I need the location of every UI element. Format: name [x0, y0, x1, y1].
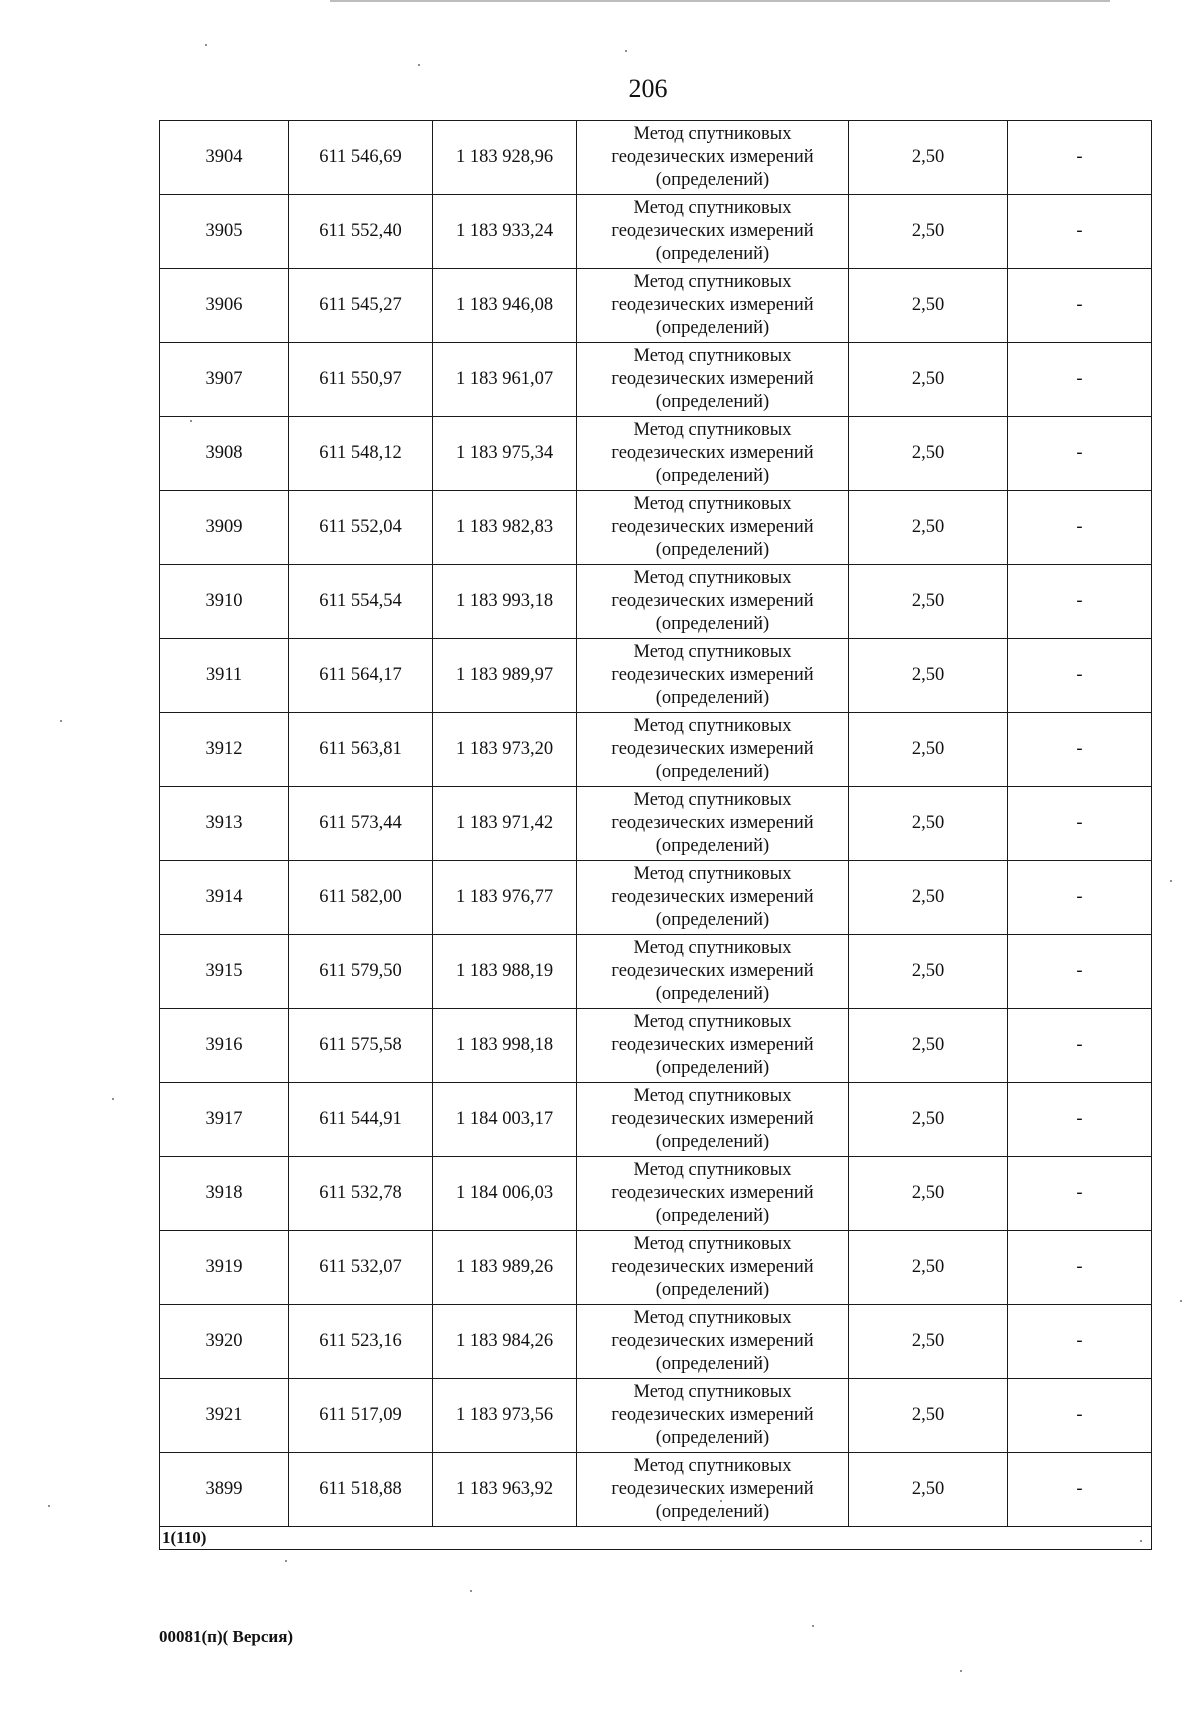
extra-cell: -: [1008, 639, 1152, 713]
extra-cell: -: [1008, 861, 1152, 935]
point-id-cell: 3905: [160, 195, 289, 269]
point-id-cell: 3921: [160, 1379, 289, 1453]
point-id-cell: 3920: [160, 1305, 289, 1379]
scan-speck: [625, 50, 627, 52]
method-line: (определений): [655, 1502, 770, 1522]
scan-top-edge-line: [330, 0, 1110, 2]
y-coordinate-cell: 1 183 993,18: [433, 565, 577, 639]
y-coordinate-cell: 1 184 003,17: [433, 1083, 577, 1157]
scan-speck: [112, 1098, 114, 1100]
precision-cell: 2,50: [849, 1305, 1008, 1379]
method-cell: [577, 121, 849, 195]
method-line: геодезических измерений: [611, 1257, 814, 1277]
method-line: Метод спутниковых: [633, 1012, 792, 1032]
method-line: (определений): [655, 1354, 770, 1374]
scan-speck: [418, 64, 420, 66]
method-cell: [577, 1231, 849, 1305]
point-id-cell: 3911: [160, 639, 289, 713]
method-cell: [577, 343, 849, 417]
table-row: [160, 713, 1152, 787]
method-line: Метод спутниковых: [633, 494, 792, 514]
method-line: (определений): [655, 984, 770, 1004]
extra-cell: -: [1008, 417, 1152, 491]
coordinates-table-body: [160, 121, 1152, 1550]
x-coordinate-cell: 611 523,16: [289, 1305, 433, 1379]
scan-speck: [205, 44, 207, 46]
y-coordinate-cell: 1 183 973,20: [433, 713, 577, 787]
method-line: геодезических измерений: [611, 1183, 814, 1203]
coordinates-table: [159, 120, 1152, 1550]
precision-cell: 2,50: [849, 121, 1008, 195]
method-line: Метод спутниковых: [633, 790, 792, 810]
table-footer-row: [160, 1527, 1152, 1550]
method-line: (определений): [655, 466, 770, 486]
y-coordinate-cell: 1 183 961,07: [433, 343, 577, 417]
method-line: геодезических измерений: [611, 147, 814, 167]
precision-cell: 2,50: [849, 1157, 1008, 1231]
precision-cell: 2,50: [849, 417, 1008, 491]
method-line: Метод спутниковых: [633, 1382, 792, 1402]
precision-cell: 2,50: [849, 713, 1008, 787]
method-line: геодезических измерений: [611, 369, 814, 389]
table-row: [160, 121, 1152, 195]
precision-cell: 2,50: [849, 1231, 1008, 1305]
point-id-cell: 3914: [160, 861, 289, 935]
extra-cell: -: [1008, 121, 1152, 195]
y-coordinate-cell: 1 183 984,26: [433, 1305, 577, 1379]
table-row: [160, 1009, 1152, 1083]
precision-cell: 2,50: [849, 935, 1008, 1009]
method-line: (определений): [655, 614, 770, 634]
point-id-cell: 3918: [160, 1157, 289, 1231]
x-coordinate-cell: 611 532,78: [289, 1157, 433, 1231]
table-row: [160, 195, 1152, 269]
y-coordinate-cell: 1 183 975,34: [433, 417, 577, 491]
x-coordinate-cell: 611 563,81: [289, 713, 433, 787]
y-coordinate-cell: 1 183 998,18: [433, 1009, 577, 1083]
precision-cell: 2,50: [849, 269, 1008, 343]
x-coordinate-cell: 611 532,07: [289, 1231, 433, 1305]
method-line: (определений): [655, 1132, 770, 1152]
point-id-cell: 3910: [160, 565, 289, 639]
scan-speck: [190, 420, 192, 422]
method-cell: [577, 861, 849, 935]
table-row: [160, 565, 1152, 639]
table-row: [160, 861, 1152, 935]
method-line: Метод спутниковых: [633, 1308, 792, 1328]
precision-cell: 2,50: [849, 565, 1008, 639]
extra-cell: -: [1008, 1157, 1152, 1231]
method-line: геодезических измерений: [611, 1331, 814, 1351]
extra-cell: -: [1008, 935, 1152, 1009]
method-line: геодезических измерений: [611, 1479, 814, 1499]
method-line: Метод спутниковых: [633, 1234, 792, 1254]
scan-speck: [960, 1670, 962, 1672]
method-line: (определений): [655, 910, 770, 930]
method-line: (определений): [655, 540, 770, 560]
method-line: (определений): [655, 762, 770, 782]
point-id-cell: 3907: [160, 343, 289, 417]
point-id-cell: 3919: [160, 1231, 289, 1305]
table-row: [160, 1083, 1152, 1157]
y-coordinate-cell: 1 183 946,08: [433, 269, 577, 343]
x-coordinate-cell: 611 582,00: [289, 861, 433, 935]
extra-cell: -: [1008, 1379, 1152, 1453]
precision-cell: 2,50: [849, 491, 1008, 565]
point-id-cell: 3917: [160, 1083, 289, 1157]
table-row: [160, 639, 1152, 713]
point-id-cell: 3906: [160, 269, 289, 343]
scan-speck: [720, 1500, 722, 1502]
scan-speck: [285, 1560, 287, 1562]
x-coordinate-cell: 611 579,50: [289, 935, 433, 1009]
method-cell: [577, 417, 849, 491]
table-row: [160, 343, 1152, 417]
method-cell: [577, 639, 849, 713]
method-cell: [577, 713, 849, 787]
method-cell: [577, 1157, 849, 1231]
x-coordinate-cell: 611 554,54: [289, 565, 433, 639]
method-line: Метод спутниковых: [633, 124, 792, 144]
method-cell: [577, 1453, 849, 1527]
precision-cell: 2,50: [849, 861, 1008, 935]
method-line: Метод спутниковых: [633, 198, 792, 218]
table-row: [160, 269, 1152, 343]
method-line: геодезических измерений: [611, 739, 814, 759]
extra-cell: -: [1008, 1453, 1152, 1527]
y-coordinate-cell: 1 184 006,03: [433, 1157, 577, 1231]
precision-cell: 2,50: [849, 1083, 1008, 1157]
method-line: геодезических измерений: [611, 591, 814, 611]
x-coordinate-cell: 611 573,44: [289, 787, 433, 861]
extra-cell: -: [1008, 195, 1152, 269]
y-coordinate-cell: 1 183 973,56: [433, 1379, 577, 1453]
precision-cell: 2,50: [849, 1379, 1008, 1453]
x-coordinate-cell: 611 552,40: [289, 195, 433, 269]
y-coordinate-cell: 1 183 971,42: [433, 787, 577, 861]
method-cell: [577, 787, 849, 861]
point-id-cell: 3899: [160, 1453, 289, 1527]
table-row: [160, 935, 1152, 1009]
table-row: [160, 491, 1152, 565]
scan-speck: [470, 1590, 472, 1592]
method-cell: [577, 1379, 849, 1453]
point-id-cell: 3909: [160, 491, 289, 565]
method-line: Метод спутниковых: [633, 864, 792, 884]
x-coordinate-cell: 611 550,97: [289, 343, 433, 417]
x-coordinate-cell: 611 564,17: [289, 639, 433, 713]
y-coordinate-cell: 1 183 933,24: [433, 195, 577, 269]
y-coordinate-cell: 1 183 988,19: [433, 935, 577, 1009]
method-line: геодезических измерений: [611, 1109, 814, 1129]
point-id-cell: 3912: [160, 713, 289, 787]
y-coordinate-cell: 1 183 963,92: [433, 1453, 577, 1527]
method-line: Метод спутниковых: [633, 1456, 792, 1476]
method-line: (определений): [655, 1428, 770, 1448]
precision-cell: 2,50: [849, 787, 1008, 861]
scan-speck: [1170, 880, 1172, 882]
method-line: Метод спутниковых: [633, 1160, 792, 1180]
document-version: 00081(п)( Версия): [159, 1627, 294, 1646]
method-line: (определений): [655, 392, 770, 412]
y-coordinate-cell: 1 183 989,26: [433, 1231, 577, 1305]
extra-cell: -: [1008, 713, 1152, 787]
method-line: (определений): [655, 1206, 770, 1226]
method-line: геодезических измерений: [611, 517, 814, 537]
x-coordinate-cell: 611 545,27: [289, 269, 433, 343]
point-id-cell: 3908: [160, 417, 289, 491]
method-line: Метод спутниковых: [633, 938, 792, 958]
x-coordinate-cell: 611 548,12: [289, 417, 433, 491]
point-id-cell: 3913: [160, 787, 289, 861]
method-line: Метод спутниковых: [633, 1086, 792, 1106]
table-row: [160, 417, 1152, 491]
method-line: геодезических измерений: [611, 295, 814, 315]
x-coordinate-cell: 611 517,09: [289, 1379, 433, 1453]
method-line: геодезических измерений: [611, 961, 814, 981]
method-cell: [577, 491, 849, 565]
method-cell: [577, 935, 849, 1009]
precision-cell: 2,50: [849, 1453, 1008, 1527]
extra-cell: -: [1008, 1009, 1152, 1083]
x-coordinate-cell: 611 552,04: [289, 491, 433, 565]
scan-speck: [1180, 1300, 1182, 1302]
extra-cell: -: [1008, 787, 1152, 861]
method-line: Метод спутниковых: [633, 420, 792, 440]
extra-cell: -: [1008, 1305, 1152, 1379]
y-coordinate-cell: 1 183 976,77: [433, 861, 577, 935]
extra-cell: -: [1008, 491, 1152, 565]
method-line: геодезических измерений: [611, 665, 814, 685]
scan-speck: [48, 1505, 50, 1507]
y-coordinate-cell: 1 183 928,96: [433, 121, 577, 195]
method-line: (определений): [655, 688, 770, 708]
method-line: геодезических измерений: [611, 1405, 814, 1425]
precision-cell: 2,50: [849, 195, 1008, 269]
method-line: (определений): [655, 170, 770, 190]
precision-cell: 2,50: [849, 343, 1008, 417]
page-number: 206: [628, 74, 668, 103]
method-line: Метод спутниковых: [633, 716, 792, 736]
extra-cell: -: [1008, 1083, 1152, 1157]
method-cell: [577, 269, 849, 343]
scan-speck: [812, 1625, 814, 1627]
precision-cell: 2,50: [849, 639, 1008, 713]
table-row: [160, 787, 1152, 861]
table-row: [160, 1231, 1152, 1305]
method-line: геодезических измерений: [611, 1035, 814, 1055]
method-cell: [577, 195, 849, 269]
method-line: (определений): [655, 1280, 770, 1300]
method-line: геодезических измерений: [611, 221, 814, 241]
method-line: (определений): [655, 318, 770, 338]
table-footer-label: 1(110): [160, 1527, 1152, 1550]
x-coordinate-cell: 611 518,88: [289, 1453, 433, 1527]
x-coordinate-cell: 611 544,91: [289, 1083, 433, 1157]
method-line: Метод спутниковых: [633, 346, 792, 366]
table-row: [160, 1379, 1152, 1453]
method-line: (определений): [655, 244, 770, 264]
scan-speck: [60, 720, 62, 722]
scan-speck: [1140, 1540, 1142, 1542]
method-line: (определений): [655, 836, 770, 856]
method-cell: [577, 1083, 849, 1157]
table-row: [160, 1453, 1152, 1527]
method-line: Метод спутниковых: [633, 568, 792, 588]
point-id-cell: 3904: [160, 121, 289, 195]
y-coordinate-cell: 1 183 989,97: [433, 639, 577, 713]
precision-cell: 2,50: [849, 1009, 1008, 1083]
method-line: геодезических измерений: [611, 443, 814, 463]
method-cell: [577, 1009, 849, 1083]
extra-cell: -: [1008, 269, 1152, 343]
method-cell: [577, 565, 849, 639]
point-id-cell: 3915: [160, 935, 289, 1009]
method-cell: [577, 1305, 849, 1379]
x-coordinate-cell: 611 546,69: [289, 121, 433, 195]
table-row: [160, 1157, 1152, 1231]
method-line: геодезических измерений: [611, 887, 814, 907]
y-coordinate-cell: 1 183 982,83: [433, 491, 577, 565]
extra-cell: -: [1008, 565, 1152, 639]
table-row: [160, 1305, 1152, 1379]
x-coordinate-cell: 611 575,58: [289, 1009, 433, 1083]
method-line: (определений): [655, 1058, 770, 1078]
extra-cell: -: [1008, 1231, 1152, 1305]
method-line: Метод спутниковых: [633, 642, 792, 662]
method-line: геодезических измерений: [611, 813, 814, 833]
method-line: Метод спутниковых: [633, 272, 792, 292]
extra-cell: -: [1008, 343, 1152, 417]
point-id-cell: 3916: [160, 1009, 289, 1083]
